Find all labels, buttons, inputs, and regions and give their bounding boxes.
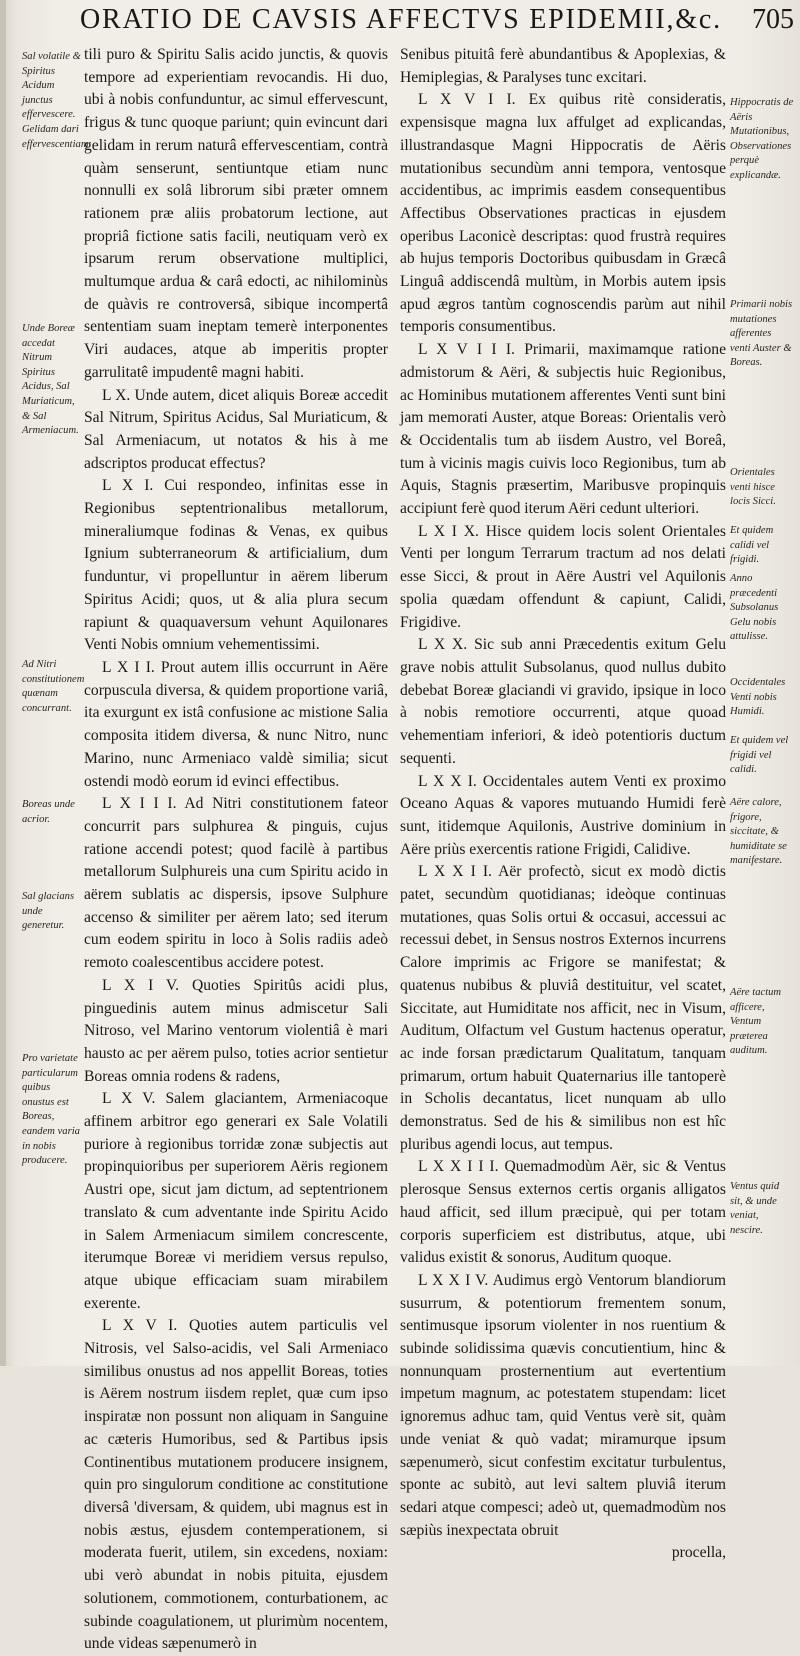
margin-note: Ad Nitri constitutionem quænam concurrant. xyxy=(22,659,85,714)
paragraph: L X X. Sic sub anni Præcedentis exitum Gelu grave nobis attulit Subsolanus, quod nullus dubito debebat Boreæ glaciandi vi gravido, ipsique in loco à nobis remotiore occurrenti, atque quoad vehementiam inferiori, & ideò potentioris ductum sequenti. xyxy=(400,636,726,767)
paragraph: L X X I I I. Quemadmodùm Aër, sic & Ventus plerosque Sensus externos certis organis alligatos haud afficit, sed illum præcipuè, qui per totam corporis superficiem est distributus, atque, ubi validus existit & sonorus, Auditum quoque. xyxy=(400,1158,726,1267)
margin-note: Boreas unde acrior. xyxy=(22,799,75,825)
paragraph: L X X I. Occidentales autem Venti ex proximo Oceano Aquas & vapores mutuando Humidi ferè sunt, itidemque Aquilonis, Austrive dominium in Aëre priùs exercentis ratione Frigidi, Calidive. xyxy=(400,772,726,858)
page-gutter xyxy=(0,0,6,1366)
margin-note: Et quidem calidi vel frigidi. xyxy=(730,525,774,566)
page-number: 705 xyxy=(752,4,794,35)
paragraph: L X X I I. Aër profectò, sicut ex modò dictis patet, secundùm quotidianas; ideòque continuas mutationes, quas Solis ortui & occasui, accessui ac recessui debet, in Sensus nostros Externos incurrens Calore imprimis ac Frigore se manifestat; & quatenus nubibus & pluviâ destituitur, vel scatet, Siccitate, aut Humiditate nos afficit, nec in Visum, Auditum, Olfactum vel Gustum hactenus operatur, ac inde forsan prædictarum Qualitatum, tanquam primarum, ortum habuit Quaternarius ille tantoperè in Scholis decantatus, licet nunquam ab ullo demonstratus. Sed de his & similibus non est hîc pluribus agendi locus, aut tempus. xyxy=(400,863,726,1153)
running-title: ORATIO DE CAVSIS AFFECTVS EPIDEMII,&c. xyxy=(80,4,722,35)
margin-note: Aëre tactum afficere, Ventum præterea auditum. xyxy=(730,987,782,1057)
margin-note: Occidentales Venti nobis Humidi. xyxy=(730,677,786,718)
paragraph: Senibus pituitâ ferè abundantibus & Apoplexias, & Hemiplegias, & Paralyses tunc excitari. xyxy=(400,46,726,86)
page-header xyxy=(80,0,800,44)
margin-note: Primarii nobis mutationes afferentes venti Auster & Boreas. xyxy=(730,299,793,369)
margin-note: Anno præcedenti Subsolanus Gelu nobis attulisse. xyxy=(730,573,779,643)
catchword: procella, xyxy=(671,1544,726,1562)
margin-note: Hippocratis de Aëris Mutationibus, Observationes perquè explicandæ. xyxy=(730,97,794,181)
paragraph: L X I. Cui respondeo, infinitas esse in Regionibus septentrionalibus metallorum, mineraliumque fodinas & Venas, ex quibus Ignium subterraneorum & artificialium, dum funduntur, vi propelluntur in aërem liberum Spiritus Acidi; quos, ut & alia plura secum rapiunt & quaquaversum vehunt Aquilonares Venti Nobis omnium vehementissimi. xyxy=(84,477,388,654)
paragraph: tili puro & Spiritu Salis acido junctis, & quovis tempore ad experientiam revocandis. Hi duo, ubi à nobis confunduntur, ac simul effervescunt, frigus & tunc quoque pariunt; quin evincunt dari gelidam in rerum naturâ effervescentiam, contrà quàm senserunt, sentiuntque etiam nunc nonnulli ex solâ librorum sibi præter omnem rationem præ aliis probatorum lectione, aut propriâ fictione satis facili, neutiquam verò ex ipsarum rerum observatione multiplici, multumque ardua & carâ edocti, ac nihilominùs de quàvis re controversâ, sibique incompertâ sententiam suam ineptam temerè interponentes Viri audaces, atque ab imperitis propter garrulitatê impudentê magni habiti. xyxy=(84,46,388,381)
paragraph: L X V I I I. Primarii, maximamque ratione admistorum & Aëri, & subjectis huic Regionibus, ac Hominibus mutationem afferentes Venti sunt bini jam memorati Auster, atque Boreas: Orientalis verò & Occidentalis tum ab iisdem Austro, vel Boreâ, tum à vicinis magis cuivis loco Regionibus, tum ab Aquis, Stagnis præsertim, Maribusve propinquis accipiunt ferè quod iterum Aëri cedunt ulteriori. xyxy=(400,341,726,518)
margin-note: Unde Boreæ accedat Nitrum Spiritus Acidus, Sal Muriaticum, & Sal Armeniacum. xyxy=(22,323,79,437)
margin-note: Et quidem vel frigidi vel calidi. xyxy=(730,735,789,776)
paragraph: L X I I I. Ad Nitri constitutionem fateor concurrit pars sulphurea & pinguis, cujus ratione accendi potest; quod facilè à partibus metallorum Sulphureis una cum Spiritu acido in aërem sublatis ac dispersis, ipsove Sulphure accenso & similiter per aërem lato; sed iterum cum eodem spiritu in loco à Solis radiis adeò remoto coalescentibus accidere potest. xyxy=(84,795,388,972)
paragraph: L X. Unde autem, dicet aliquis Boreæ accedit Sal Nitrum, Spiritus Acidus, Sal Muriaticum, & Sal Armeniacum, ut notatos & his à me adscriptos producat effectus? xyxy=(84,386,388,472)
paragraph: L X I X. Hisce quidem locis solent Orientales Venti per longum Terrarum tractum ad nos delati esse Sicci, & prout in Aëre Austri vel Aquilonis spolia quædam offendunt & capiunt, Calidi, Frigidive. xyxy=(400,522,726,631)
margin-note: Orientales venti hisce locis Sicci. xyxy=(730,467,776,508)
margin-note: Aëre calore, frigore, siccitate, & humiditate se manifestare. xyxy=(730,797,787,867)
paragraph: L X V. Salem glaciantem, Armeniacoque affinem arbitror ego generari ex Sale Volatili puriore à regionibus torridæ zonæ subjectis aut propinquioribus per superiorem Aëris regionem Austri ope, sicut jam dictum, ad septentrionem translato & cum adventante inde Spiritu Acido in Salem Armeniacum similem concrescente, iterumque Boreæ vi meridiem versus repulso, atque ubique efficaciam suam mirabilem exerente. xyxy=(84,1090,388,1312)
paragraph: L X I V. Quoties Spiritûs acidi plus, pinguedinis autem minus admiscetur Sali Nitroso, vel Marino ventorum violentiâ è mari hausto ac per aërem pulso, toties acrior sentietur Boreas omnia rodens & radens, xyxy=(84,976,388,1085)
left-text-column xyxy=(84,44,388,1656)
right-text-column xyxy=(400,44,726,1565)
margin-note: Pro varietate particularum quibus onustus est Boreas, eandem varia in nobis producere. xyxy=(22,1053,80,1167)
margin-note: Ventus quid sit, & unde veniat, nescire. xyxy=(730,1181,780,1236)
paragraph: L X V I I. Ex quibus ritè consideratis, expensisque magna lux affulget ad explicandas, illustrandasque Magni Hippocratis de Aëris mutationibus secundùm anni tempora, ventosque accidentibus, ac imprimis easdem consequentibus Affectibus Observationes practicas in ejusdem operibus Laconicè descriptas: quod frustrà requires ab hujus temporis Doctoribus quibusdam in Græcâ Linguâ addiscendâ multùm, in Morbis autem ipsis apud ægros tantùm cognoscendis parùm aut nihil temporis consumentibus. xyxy=(400,91,726,336)
margin-note: Sal volatile & Spiritus Acidum junctus effervescere. Gelidam dari effervescentiam. xyxy=(22,51,92,150)
paragraph: L X X I V. Audimus ergò Ventorum blandiorum susurrum, & potentiorum frementem sonum, sentimusque ipsorum violenter in nos ruentium & subinde solidissima quævis concutientium, hinc & nonnunquam prosternentium aut evertentium impetum magnum, ac potestatem stupendam: licet ignoremus adhuc tam, quid Ventus verè sit, quàm unde veniat & quò vadat; miramurque ipsum sæpenumerò, sicut confestim excitatur turbulentus, sponte ac subitò, aut levi saltem pluviâ iterum sedari atque compesci; adeò ut, quemadmodùm nos sæpiùs inexpectata obruit xyxy=(400,1271,726,1539)
paragraph: L X I I. Prout autem illis occurrunt in Aëre corpuscula diversa, & quidem proportione variâ, ita exurgunt ex istâ confusione ac mistione Salia composita itidem diversa, & nunc Nitro, nunc Marino, nunc Armeniaco valdè similia; sicut ostendi modò eorum id evinci effectibus. xyxy=(84,658,388,790)
margin-note: Sal glacians unde generetur. xyxy=(22,891,75,932)
paragraph: L X V I. Quoties autem particulis vel Nitrosis, vel Salso-acidis, vel Sali Armeniaco similibus onustus ad nos appellit Boreas, toties is Aërem nostrum iisdem replet, quæ cum ipso inspiratæ non possunt non aliquam in Sanguine ac cæteris Humoribus, sed & Partibus ipsis Continentibus mutationem producere insignem, quin pro singulorum conditione ac constitutione diversâ 'diversam, & quidem, ubi magnus est in nobis æstus, ejusdem contemperationem, si moderata fuerit, utilem, sin excedens, noxiam: ubi verò abundat in nobis pituita, ejusdem solutionem, commotionem, conturbationem, ac subinde coagulationem, ut plurimùm nocentem, unde videas sæpenumerò in xyxy=(84,1317,388,1653)
